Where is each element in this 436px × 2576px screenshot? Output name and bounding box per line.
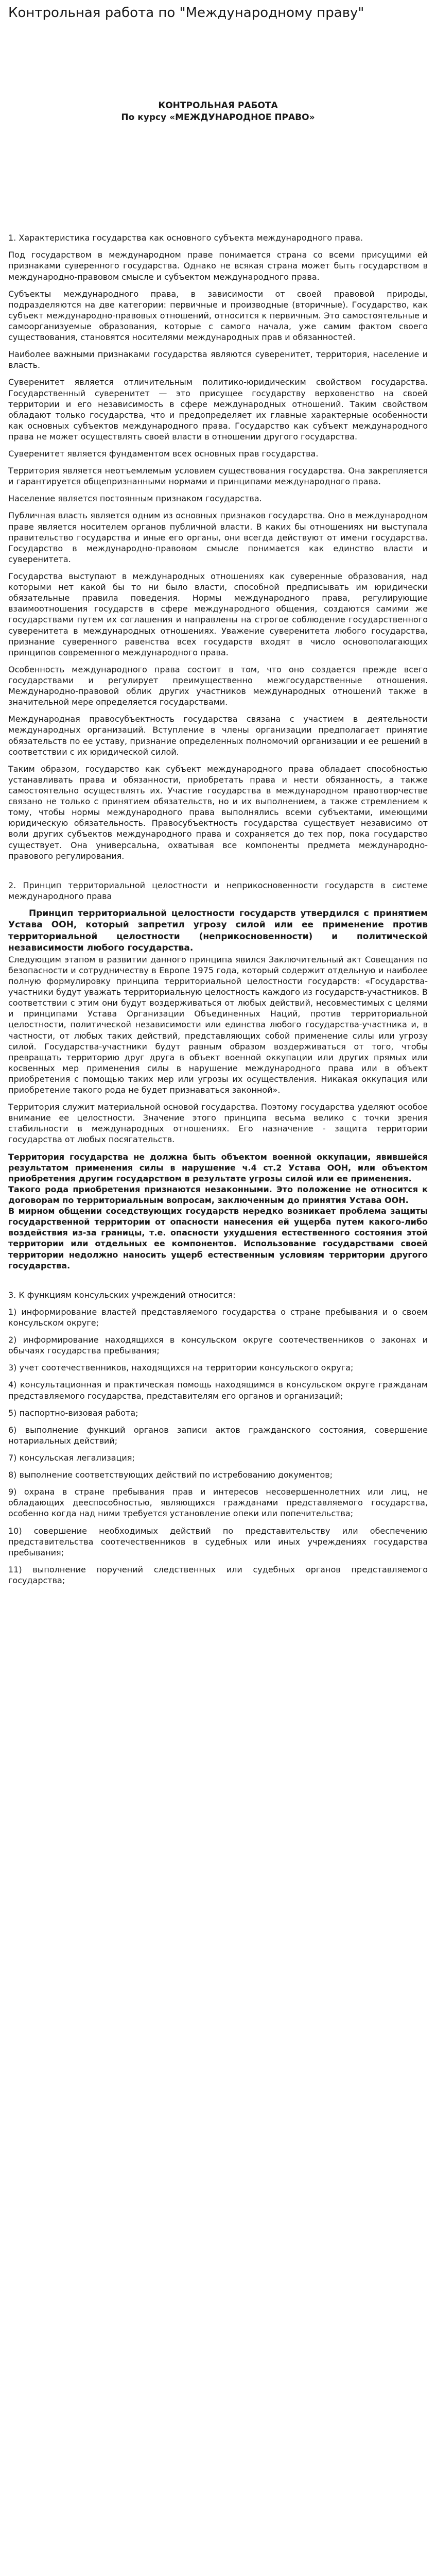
paragraph: Таким образом, государство как субъект международного права обладает способностью устанавливать права и обязанности, приобретать права и нести обязанность, а также самостоятельно осуществлять их. Участие государства в международном правотворчестве связано не только с принятием обязательств, но и их выполнением, а также стремлением к тому, чтобы нормы международного права выполнялись всеми субъектами, имеющими юридическую обязательность. Правосубъектность государства существует независимо от воли других субъектов международного права и сохраняется до тех пор, пока государство существует. Она универсальна, охватывая все компоненты предмета международно-правового регулирования. bbox=[8, 764, 428, 861]
section-gap bbox=[8, 1277, 428, 1290]
mid-spacer bbox=[8, 123, 428, 232]
main-heading bbox=[8, 100, 428, 123]
paragraph: Территория служит материальной основой государства. Поэтому государства уделяют особое внимание ее целостности. Значение этого принципа весьма велико с точки зрения стабильности в международных отношениях. Его назначение - защита территории государства от любых посягательств. bbox=[8, 1102, 428, 1145]
section-gap bbox=[8, 868, 428, 880]
heading-line-1: КОНТРОЛЬНАЯ РАБОТА bbox=[158, 100, 278, 111]
list-item: 11) выполнение поручений следственных или судебных органов представляемого государства; bbox=[8, 1564, 428, 1585]
list-item: 10) совершение необходимых действий по представительству или обеспечению представительства соотечественников в судебных или иных учреждениях государства пребывания; bbox=[8, 1526, 428, 1557]
section-2 bbox=[8, 880, 428, 1271]
section-3-title: 3. К функциям консульских учреждений относится: bbox=[8, 1290, 236, 1300]
list-item: 8) выполнение соответствующих действий по истребованию документов; bbox=[8, 1470, 333, 1480]
paragraph: Население является постоянным признаком государства. bbox=[8, 494, 262, 504]
list-item: 6) выполнение функций органов записи актов гражданского состояния, совершение нотариальных действий; bbox=[8, 1425, 428, 1446]
paragraph: Международная правосубъектность государства связана с участием в деятельности международных организаций. Вступление в члены организации предполагает принятие обязательств по ее уставу, признание определенных полномочий организации и ее решений в соответствии с их юридической силой. bbox=[8, 714, 428, 757]
paragraph: Государства выступают в международных отношениях как суверенные образования, над которыми нет какой бы то ни было власти, способной предписывать им юридически обязательные правила поведения. Нормы международного права, регулирующие взаимоотношения государств в сфере международного общения, создаются самими же государствами путем их соглашения и направлены на строгое соблюдение государственного суверенитета в международных отношениях. Уважение суверенитета любого государства, признание суверенного равенства всех государств входят в число основополагающих принципов современного международного права. bbox=[8, 571, 428, 657]
bold-paragraph: Территория государства не должна быть объектом военной оккупации, явившейся результатом применения силы в нарушение ч.4 ст.2 Устава ООН, или объектом приобретения другим государством в результате угрозы силой или ее применения. bbox=[8, 1151, 428, 1183]
list-item: 9) охрана в стране пребывания прав и интересов несовершеннолетних или лиц, не обладающих дееспособностью, являющихся гражданами представляемого государства, особенно когда над ними требуется установление опеки или попечительства; bbox=[8, 1487, 428, 1519]
document-title: Контрольная работа по "Международному праву" bbox=[8, 5, 364, 21]
paragraph: Наиболее важными признаками государства являются суверенитет, территория, население и власть. bbox=[8, 349, 428, 370]
bold-paragraph: В мирном общении соседствующих государств нередко возникает проблема защиты государственной территории от опасности нанесения ей ущерба путем какого-либо воздействия из-за границы, т.е. опасности ухудшения естественного состояния этой территории или отдельных ее компонентов. Использование государствами своей территории недолжно наносить ущерб естественным условиям территории другого государства. bbox=[8, 1206, 428, 1270]
list-item: 7) консульская легализация; bbox=[8, 1453, 135, 1463]
list-item: 2) информирование находящихся в консульском округе соотечественников о законах и обычаях государства пребывания; bbox=[8, 1335, 428, 1356]
paragraph: Особенность международного права состоит в том, что оно создается прежде всего государствами и регулирует преимущественно межгосударственные отношения. Международно-правовой облик других участников международных отношений также в значительной мере определяется государствами. bbox=[8, 664, 428, 707]
list-item: 5) паспортно-визовая работа; bbox=[8, 1408, 138, 1418]
paragraph: Суверенитет является фундаментом всех основных прав государства. bbox=[8, 449, 319, 459]
list-item: 1) информирование властей представляемого государства о стране пребывания и о своем консульском округе; bbox=[8, 1307, 428, 1328]
heading-line-2: По курсу «МЕЖДУНАРОДНОЕ ПРАВО» bbox=[121, 112, 315, 123]
list-item: 4) консультационная и практическая помощь находящимся в консульском округе гражданам представляемого государства, представителям его органов и организаций; bbox=[8, 1380, 428, 1401]
section-2-lead: Принцип территориальной целостности государств утвердился с принятием Устава ООН, который запретил угрозу силой или ее применение против территориальной целостности (неприкосновенности) и политической независимости любого государства. bbox=[8, 908, 428, 954]
paragraph: Суверенитет является отличительным политико-юридическим свойством государства. Государственный суверенитет — это присущее государству верховенство на своей территории и его независимость в сфере международных отношений. Таким свойством обладают только государства, что и предопределяет их главные характерные особенности как основных субъектов международного права. Государство как субъект международного права не может осуществлять своей власти в отношении другого государства. bbox=[8, 377, 428, 442]
section-2-title: 2. Принцип территориальной целостности и неприкосновенности государств в системе международного права bbox=[8, 880, 428, 901]
document-page bbox=[0, 4, 436, 1586]
paragraph: Под государством в международном праве понимается страна со всеми присущими ей признаками суверенного государства. Однако не всякая страна может быть государством в международно-правовом смысле и субъектом международного права. bbox=[8, 250, 428, 282]
section-1-title: 1. Характеристика государства как основного субъекта международного права. bbox=[8, 233, 363, 243]
paragraph: Территория является неотъемлемым условием существования государства. Она закрепляется и гарантируется общепризнанными нормами и принципами международного права. bbox=[8, 466, 428, 487]
bold-paragraph: Такого рода приобретения признаются незаконными. Это положение не относится к договорам по территориальным вопросам, заключенным до принятия Устава ООН. bbox=[8, 1184, 428, 1206]
list-item: 3) учет соотечественников, находящихся на территории консульского округа; bbox=[8, 1363, 354, 1373]
section-1 bbox=[8, 232, 428, 861]
paragraph: Следующим этапом в развитии данного принципа явился Заключительный акт Совещания по безопасности и сотрудничеству в Европе 1975 года, который содержит отдельную и наиболее полную формулировку принципа территориальной целостности государств: «Государства-участники будут уважать территориальную целостность каждого из государств-участников. В соответствии с этим они будут воздерживаться от любых действий, несовместимых с целями и принципами Устава Организации Объединенных Наций, против территориальной целостности, политической независимости или единства любого государства-участника и, в частности, от любых таких действий, представляющих собой применение силы или угрозу силой. Государства-участники будут равным образом воздерживаться от того, чтобы превращать территорию друг друга в объект военной оккупации или других прямых или косвенных мер применения силы в нарушение международного права или в объект приобретения с помощью таких мер или угрозы их осуществления. Никакая оккупация или приобретение такого рода не будет признаваться законной». bbox=[8, 954, 428, 1095]
paragraph: Публичная власть является одним из основных признаков государства. Оно в международном праве является носителем органов публичной власти. В каких бы отношениях ни выступала правительство государства и иные его органы, они всегда действуют от имени государства. Государство в международно-правовом смысле понимается как единство власти и суверенитета. bbox=[8, 511, 428, 564]
top-spacer bbox=[8, 22, 428, 100]
paragraph: Субъекты международного права, в зависимости от своей правовой природы, подразделяются на две категории: первичные и производные (вторичные). Государство, как субъект международно-правовых отношений, относится к первичным. Это самостоятельные и самоорганизуемые образования, которые с самого начала, уже самим фактом своего существования, становятся носителями международных прав и обязанностей. bbox=[8, 289, 428, 343]
section-3 bbox=[8, 1290, 428, 1586]
